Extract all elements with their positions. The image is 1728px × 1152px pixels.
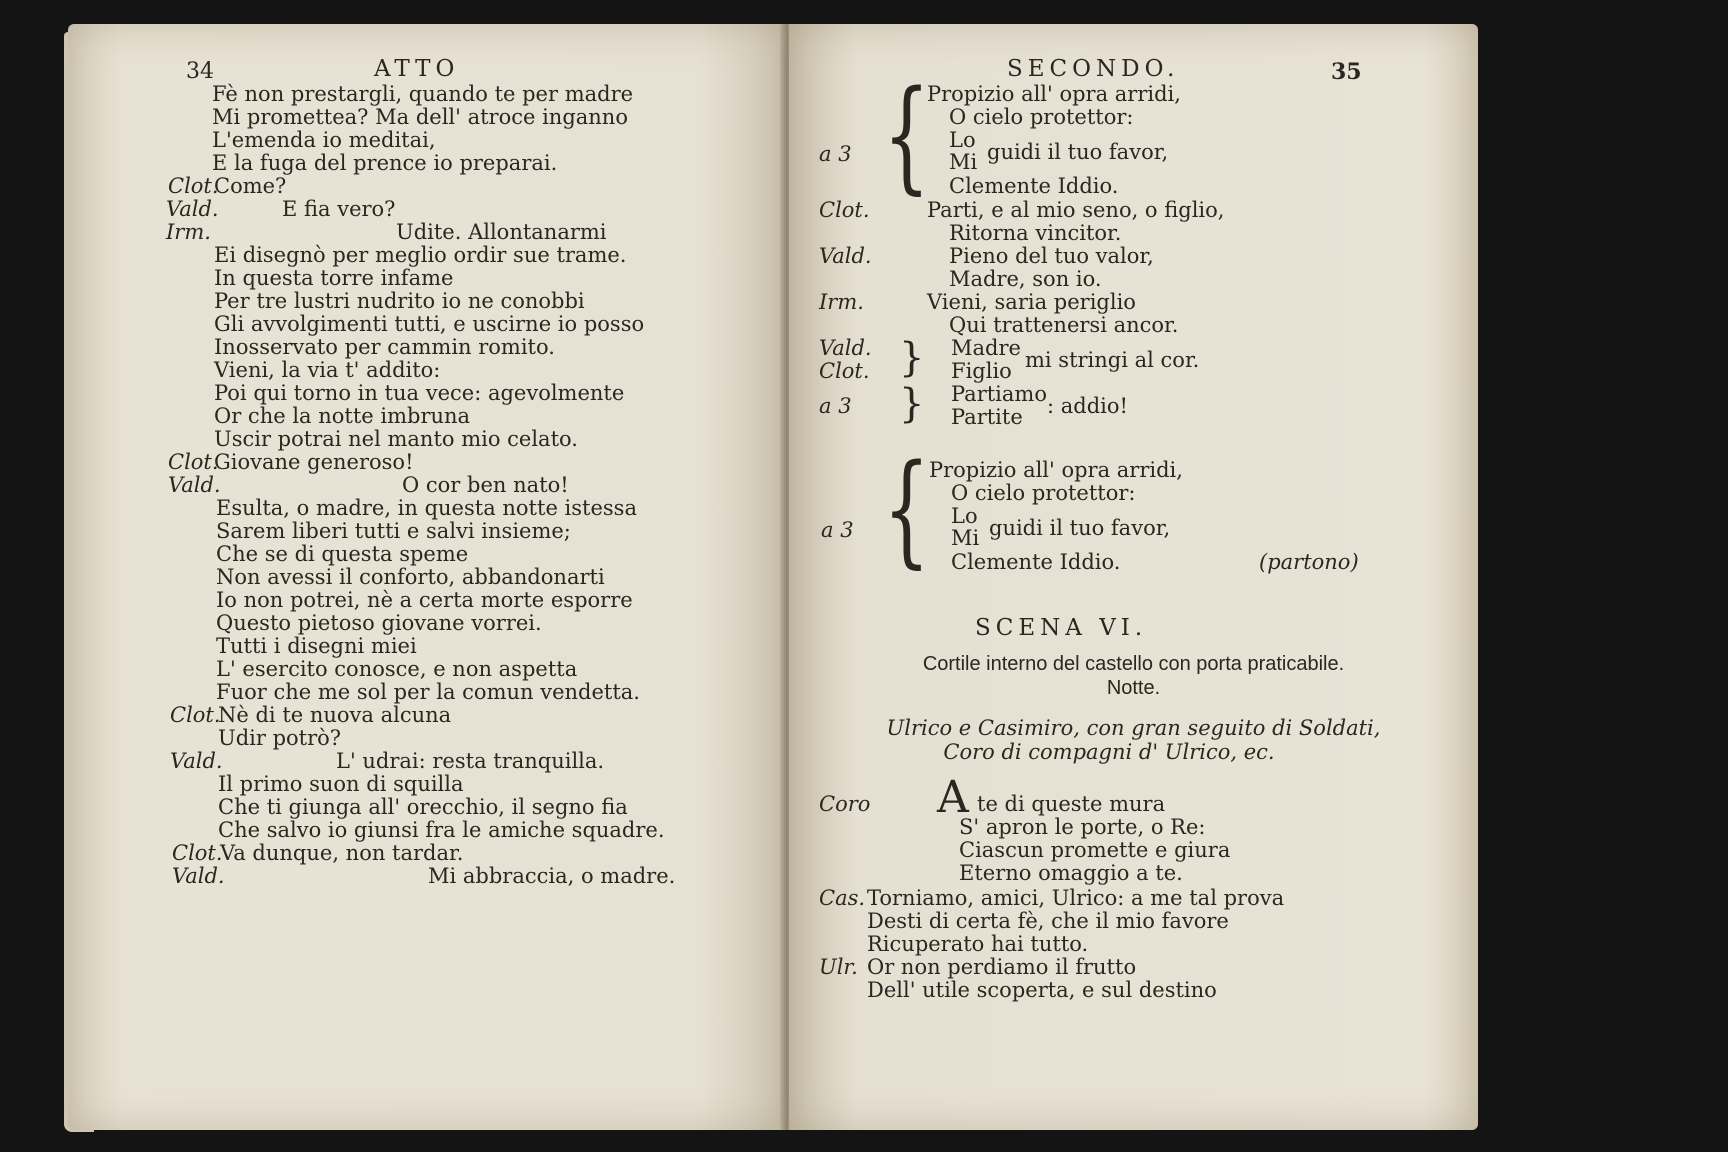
verse-line: Pieno del tuo valor, bbox=[949, 244, 1154, 268]
open-book bbox=[68, 24, 1478, 1142]
verse-line: Lo bbox=[951, 504, 978, 528]
verse-line: O cor ben nato! bbox=[402, 473, 569, 497]
verse-line: Ciascun promette e giura bbox=[959, 838, 1231, 862]
verse-line: Lo bbox=[949, 128, 976, 152]
verse-line: Fè non prestargli, quando te per madre bbox=[212, 82, 634, 106]
verse-line: Madre, son io. bbox=[949, 267, 1102, 291]
page-number: 34 bbox=[186, 59, 214, 84]
scene-title: SCENA VI. bbox=[975, 615, 1148, 641]
speaker-name: Vald. bbox=[168, 473, 221, 497]
verse-line: Inosservato per cammin romito. bbox=[214, 335, 555, 359]
character-list: Ulrico e Casimiro, con gran seguito di Soldati, bbox=[886, 716, 1381, 740]
scene-setting: Cortile interno del castello con porta praticabile. bbox=[922, 653, 1345, 675]
verse-line: Che salvo io giunsi fra le amiche squadre. bbox=[218, 818, 665, 842]
speaker-name: Clot. bbox=[168, 450, 219, 474]
verse-line: Esulta, o madre, in questa notte istessa bbox=[216, 496, 637, 520]
verse-line: Partiamo bbox=[951, 382, 1047, 406]
brace: } bbox=[899, 381, 925, 427]
verse-line: Questo pietoso giovane vorrei. bbox=[216, 611, 542, 635]
verse-line: In questa torre infame bbox=[214, 266, 454, 290]
verse-line: Desti di certa fè, che il mio favore bbox=[867, 909, 1229, 933]
verse-line: Udir potrò? bbox=[218, 726, 342, 750]
brace: } bbox=[899, 335, 925, 381]
speaker-name: Irm. bbox=[819, 290, 864, 314]
verse-line: Eterno omaggio a te. bbox=[959, 861, 1183, 885]
verse-line: Per tre lustri nudrito io ne conobbi bbox=[214, 289, 585, 313]
running-header: SECONDO. bbox=[1007, 56, 1180, 82]
verse-line: Qui trattenersi ancor. bbox=[949, 313, 1179, 337]
verse-line: Tutti i disegni miei bbox=[216, 634, 417, 658]
verse-line: Sarem liberi tutti e salvi insieme; bbox=[216, 519, 571, 543]
speaker-name: Vald. bbox=[819, 336, 872, 360]
verse-line: Clemente Iddio. bbox=[951, 550, 1121, 574]
verse-line: Nè di te nuova alcuna bbox=[218, 703, 452, 727]
verse-line: Che se di questa speme bbox=[216, 542, 469, 566]
verse-line: Mi bbox=[949, 150, 978, 174]
left-page bbox=[68, 24, 785, 1130]
speaker-name: Coro bbox=[819, 792, 871, 816]
verse-line: Or non perdiamo il frutto bbox=[867, 955, 1137, 979]
verse-line: Che ti giunga all' orecchio, il segno fia bbox=[218, 795, 628, 819]
speaker-name: Irm. bbox=[166, 220, 211, 244]
verse-line: Non avessi il conforto, abbandonarti bbox=[216, 565, 605, 589]
speaker-name: Vald. bbox=[170, 749, 223, 773]
ensemble-label: a 3 bbox=[821, 518, 854, 542]
verse-line: Parti, e al mio seno, o figlio, bbox=[927, 198, 1225, 222]
speaker-name: Vald. bbox=[166, 197, 219, 221]
speaker-name: Clot. bbox=[168, 174, 219, 198]
verse-line: Giovane generoso! bbox=[214, 450, 414, 474]
ensemble-label: a 3 bbox=[819, 394, 852, 418]
verse-line: Mi promettea? Ma dell' atroce inganno bbox=[212, 105, 628, 129]
speaker-name: Clot. bbox=[172, 841, 223, 865]
verse-line: guidi il tuo favor, bbox=[989, 516, 1171, 540]
verse-line: Udite. Allontanarmi bbox=[396, 220, 607, 244]
verse-line: mi stringi al cor. bbox=[1025, 348, 1200, 372]
verse-line: Partite bbox=[951, 405, 1023, 429]
speaker-name: Cas. bbox=[819, 886, 866, 910]
verse-line: Come? bbox=[214, 174, 287, 198]
speaker-name: Ulr. bbox=[819, 955, 858, 979]
running-header: ATTO bbox=[374, 56, 460, 82]
speaker-name: Clot. bbox=[819, 359, 870, 383]
verse-line: Ricuperato hai tutto. bbox=[867, 932, 1089, 956]
verse-line: Poi qui torno in tua vece: agevolmente bbox=[214, 381, 625, 405]
verse-line: Vieni, saria periglio bbox=[927, 290, 1136, 314]
verse-line: Clemente Iddio. bbox=[949, 174, 1119, 198]
ensemble-label: a 3 bbox=[819, 142, 852, 166]
verse-line: Mi bbox=[951, 526, 980, 550]
speaker-name: Clot. bbox=[170, 703, 221, 727]
verse-line: Figlio bbox=[951, 359, 1012, 383]
speaker-name: Clot. bbox=[819, 198, 870, 222]
verse-line: Or che la notte imbruna bbox=[214, 404, 471, 428]
verse-line: E fia vero? bbox=[282, 197, 396, 221]
verse-line: Mi abbraccia, o madre. bbox=[428, 864, 676, 888]
page-number: 35 bbox=[1331, 59, 1362, 85]
verse-line: Propizio all' opra arridi, bbox=[927, 82, 1181, 106]
right-page bbox=[789, 24, 1478, 1130]
brace: { bbox=[883, 64, 931, 207]
verse-line: Dell' utile scoperta, e sul destino bbox=[867, 978, 1217, 1002]
verse-line: O cielo protettor: bbox=[951, 481, 1136, 505]
verse-line: Madre bbox=[951, 336, 1021, 360]
verse-line: L' esercito conosce, e non aspetta bbox=[216, 657, 578, 681]
verse-line: O cielo protettor: bbox=[949, 105, 1134, 129]
verse-line: Fuor che me sol per la comun vendetta. bbox=[216, 680, 640, 704]
verse-line: Propizio all' opra arridi, bbox=[929, 458, 1183, 482]
verse-line: Va dunque, non tardar. bbox=[220, 841, 464, 865]
scene-setting: Notte. bbox=[1106, 677, 1161, 699]
verse-line: Uscir potrai nel manto mio celato. bbox=[214, 427, 578, 451]
verse-line: Ritorna vincitor. bbox=[949, 221, 1122, 245]
verse-line: Il primo suon di squilla bbox=[218, 772, 464, 796]
drop-cap: A bbox=[937, 772, 969, 823]
verse-line: L'emenda io meditai, bbox=[212, 128, 436, 152]
speaker-name: Vald. bbox=[172, 864, 225, 888]
stage-direction: (partono) bbox=[1259, 550, 1359, 574]
verse-line: Ei disegnò per meglio ordir sue trame. bbox=[214, 243, 627, 267]
verse-line: E la fuga del prence io preparai. bbox=[212, 151, 558, 175]
verse-line: te di queste mura bbox=[977, 792, 1166, 816]
character-list: Coro di compagni d' Ulrico, ec. bbox=[943, 740, 1275, 764]
speaker-name: Vald. bbox=[819, 244, 872, 268]
verse-line: guidi il tuo favor, bbox=[987, 140, 1169, 164]
verse-line: Torniamo, amici, Ulrico: a me tal prova bbox=[867, 886, 1285, 910]
verse-line: Gli avvolgimenti tutti, e uscirne io posso bbox=[214, 312, 645, 336]
verse-line: Vieni, la via t' addito: bbox=[214, 358, 441, 382]
brace: { bbox=[883, 438, 931, 581]
verse-line: L' udrai: resta tranquilla. bbox=[336, 749, 605, 773]
verse-line: S' apron le porte, o Re: bbox=[959, 815, 1206, 839]
verse-line: : addio! bbox=[1047, 394, 1128, 418]
verse-line: Io non potrei, nè a certa morte esporre bbox=[216, 588, 633, 612]
